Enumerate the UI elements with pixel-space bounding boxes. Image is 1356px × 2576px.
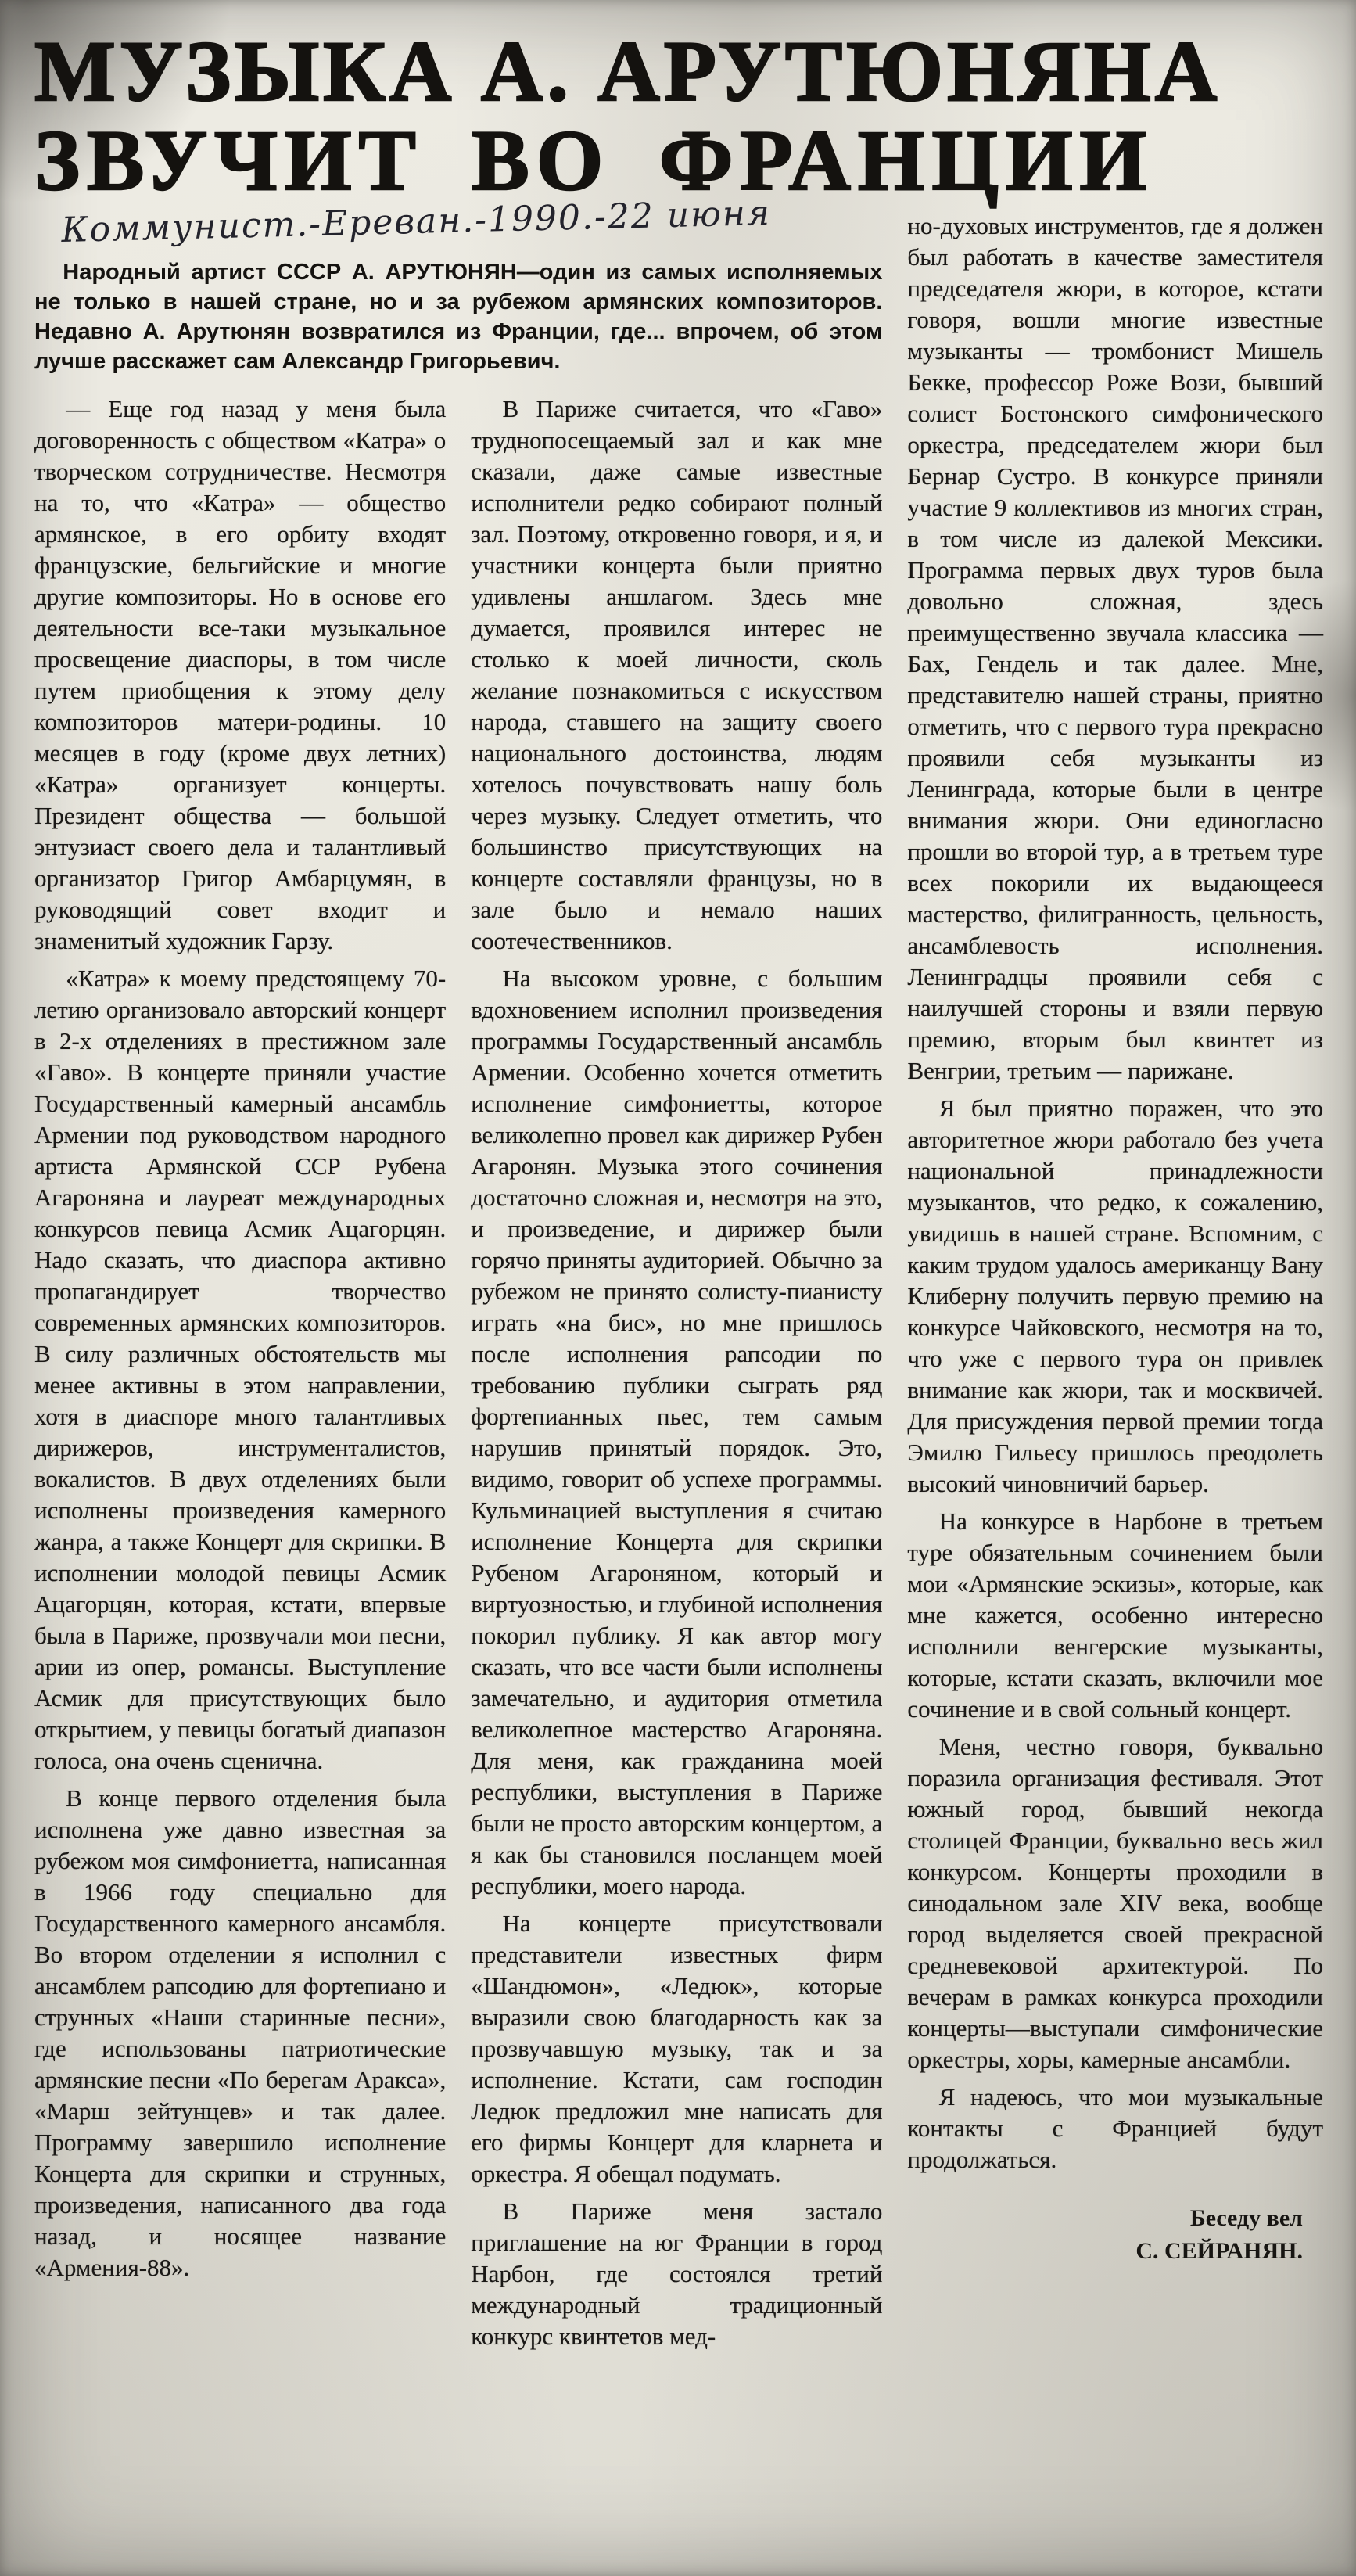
paragraph: На концерте присутствовали представители известных фирм «Шандюмон», «Ледюк», которые выразили свою благодарность как за прозвучавшую музыку, так и за исполнение. Кстати, сам господин Ледюк предложил мне написать для его фирмы Концерт для кларнета и оркестра. Я обещал подумать. bbox=[471, 1910, 883, 2188]
article-body bbox=[34, 192, 1323, 2359]
column-2 bbox=[471, 393, 882, 2359]
byline bbox=[907, 2202, 1323, 2268]
paragraph: В Париже меня застало приглашение на юг Франции в город Нарбон, где состоялся третий международный традиционный конкурс квинтетов мед- bbox=[471, 2197, 883, 2351]
article-headline bbox=[34, 23, 1323, 209]
column-3-paragraphs bbox=[907, 210, 1323, 2175]
paragraph: «Катра» к моему предстоящему 70-летию организовало авторский концерт в 2-х отделениях в престижном зале «Гаво». В концерте приняли участие Государственный камерный ансамбль Армении под руководством народного артиста Армянской ССР Рубена Агароняна и лауреат международных конкурсов певица Асмик Ацагорцян. Надо сказать, что диаспора активно пропагандирует творчество современных армянских композиторов. В силу различных обстоятельств мы менее активны в этом направлении, хотя в диаспоре много талантливых дирижеров, инструменталистов, вокалистов. В двух отделениях были исполнены произведения камерного жанра, а также Концерт для скрипки. В исполнении молодой певицы Асмик Ацагорцян, которая, кстати, впервые была в Париже, прозвучали мои песни, арии из опер, романсы. Выступление Асмик для присутствующих было открытием, у певицы богатый диапазон голоса, она очень сценична. bbox=[34, 965, 447, 1775]
paragraph: На конкурсе в Нарбоне в третьем туре обязательным сочинением были мои «Армянские эскизы», которые, как мне кажется, особенно интересно исполнили венгерские музыканты, которые, кстати сказать, включили мое сочинение и в свой сольный концерт. bbox=[907, 1507, 1323, 1723]
byline-role: Беседу вел bbox=[1189, 2204, 1303, 2231]
headline-line-2: ЗВУЧИТ ВО ФРАНЦИИ bbox=[34, 113, 1154, 209]
headline-line-1: МУЗЫКА А. АРУТЮНЯНА bbox=[34, 23, 1221, 119]
paragraph: На высоком уровне, с большим вдохновением исполнил произведения программы Государственный ансамбль Армении. Особенно хочется отметить исполнение симфониетты, которое великолепно провел как дирижер Рубен Агаронян. Музыка этого сочинения достаточно сложная и, несмотря на это, и произведение, и дирижер были горячо приняты аудиторией. Обычно за рубежом не принято солисту-пианисту играть «на бис», но мне пришлось после исполнения рапсодии по требованию публики сыграть ряд фортепианных пьес, тем самым нарушив принятый порядок. Это, видимо, говорит об успехе программы. Кульминацией выступления я считаю исполнение Концерта для скрипки Рубеном Агароняном, который и виртуозностью, и глубиной исполнения покорил публику. Я как автор могу сказать, что все части были исполнены замечательно, и аудитория отметила великолепное мастерство Агароняна. Для меня, как гражданина моей республики, выступления в Париже были не просто авторским концертом, а я как бы становился посланцем моей республики, моего народа. bbox=[471, 965, 883, 1900]
handwritten-source-note: Коммунист.-Ереван.-1990.-22 июня bbox=[60, 192, 772, 250]
paragraph: В Париже считается, что «Гаво» труднопосещаемый зал и как мне сказали, даже самые известные исполнители редко собирают полный зал. Поэтому, откровенно говоря, и я, и участники концерта были приятно удивлены аншлагом. Здесь мне думается, проявился интерес не столько к моей личности, сколь желание познакомиться с искусством народа, ставшего на защиту своего национального достоинства, людям хотелось почувствовать нашу боль через музыку. Следует отметить, что большинство присутствующих на концерте составляли французы, но в зале было и немало наших соотечественников. bbox=[471, 395, 883, 955]
paragraph: Меня, честно говоря, буквально поразила организация фестиваля. Этот южный город, бывший некогда столицей Франции, буквально весь жил конкурсом. Концерты проходили в синодальном зале XIV века, вообще город выделяется своей прекрасной средневековой архитектурой. По вечерам в рамках конкурса проходили концерты—выступали симфонические оркестры, хоры, камерные ансамбли. bbox=[907, 1732, 1323, 2073]
paragraph: но-духовых инструментов, где я должен был работать в качестве заместителя председателя жюри, в которое, кстати говоря, вошли многие известные музыканты — тромбонист Мишель Бекке, профессор Роже Вози, бывший солист Бостонского симфонического оркестра, председателем жюри был Бернар Сустро. В конкурсе приняли участие 9 коллективов из многих стран, в том числе из далекой Мексики. Программа первых двух туров была довольно сложная, здесь преимущественно звучала классика — Бах, Гендель и так далее. Мне, представителю нашей страны, приятно отметить, что с первого тура прекрасно проявили себя музыканты из Ленинграда, которые были в центре внимания жюри. Они единогласно прошли во второй тур, а в третьем туре всех покорили их выдающееся мастерство, филигранность, цельность, ансамблевость исполнения. Ленинградцы проявили себя с наилучшей стороны и взяли первую премию, вторым был квинтет из Венгрии, третьим — парижане. bbox=[907, 211, 1323, 1084]
paragraph: Я надеюсь, что мои музыкальные контакты с Францией будут продолжаться. bbox=[907, 2082, 1323, 2173]
paragraph: В конце первого отделения была исполнена уже давно известная за рубежом моя симфониетта, написанная в 1966 году специально для Государственного камерного ансамбля. Во втором отделении я исполнил с ансамблем рапсодию для фортепиано и струнных «Наши старинные песни», где использованы патриотические армянские песни «По берегам Аракса», «Марш зейтунцев» и так далее. Программу завершило исполнение Концерта для скрипки и струнных, произведения, написанного два года назад, и носящее название «Армения-88». bbox=[34, 1784, 447, 2282]
left-columns-region bbox=[34, 192, 883, 2359]
paragraph: Я был приятно поражен, что это авторитетное жюри работало без учета национальной принадлежности музыкантов, что редко, к сожалению, увидишь в нашей стране. Вспомним, с каким трудом удалось американцу Вану Клиберну получить первую премию на конкурсе Чайковского, несмотря на то, что уже с первого тура он привлек внимание как жюри, так и москвичей. Для присуждения первой премии тогда Эмилю Гильесу пришлось преодолеть высокий чиновничий барьер. bbox=[907, 1094, 1323, 1497]
paragraph: — Еще год назад у меня была договоренность с обществом «Катра» о творческом сотрудничестве. Несмотря на то, что «Катра» — общество армянское, в его орбиту входят французские, бельгийские и многие другие композиторы. Но в основе его деятельности все-таки музыкальное просвещение диаспоры, в том числе путем приобщения к этому делу композиторов матери-родины. 10 месяцев в году (кроме двух летних) «Катра» организует концерты. Президент общества — большой энтузиаст своего дела и талантливый организатор Григор Амбарцумян, в руководящий совет входит и знаменитый художник Гарзу. bbox=[34, 395, 447, 955]
column-3 bbox=[907, 210, 1323, 2359]
byline-name: С. СЕЙРАНЯН. bbox=[1135, 2237, 1303, 2264]
columns-1-2 bbox=[34, 393, 882, 2359]
lead-paragraph: Народный артист СССР А. АРУТЮНЯН—один из самых исполняемых не только в нашей стране, но и за рубежом армянских композиторов. Недавно А. Арутюнян возвратился из Франции, где... впрочем, об этом лучше расскажет сам Александр Григорьевич. bbox=[34, 260, 883, 375]
column-1 bbox=[34, 393, 446, 2359]
